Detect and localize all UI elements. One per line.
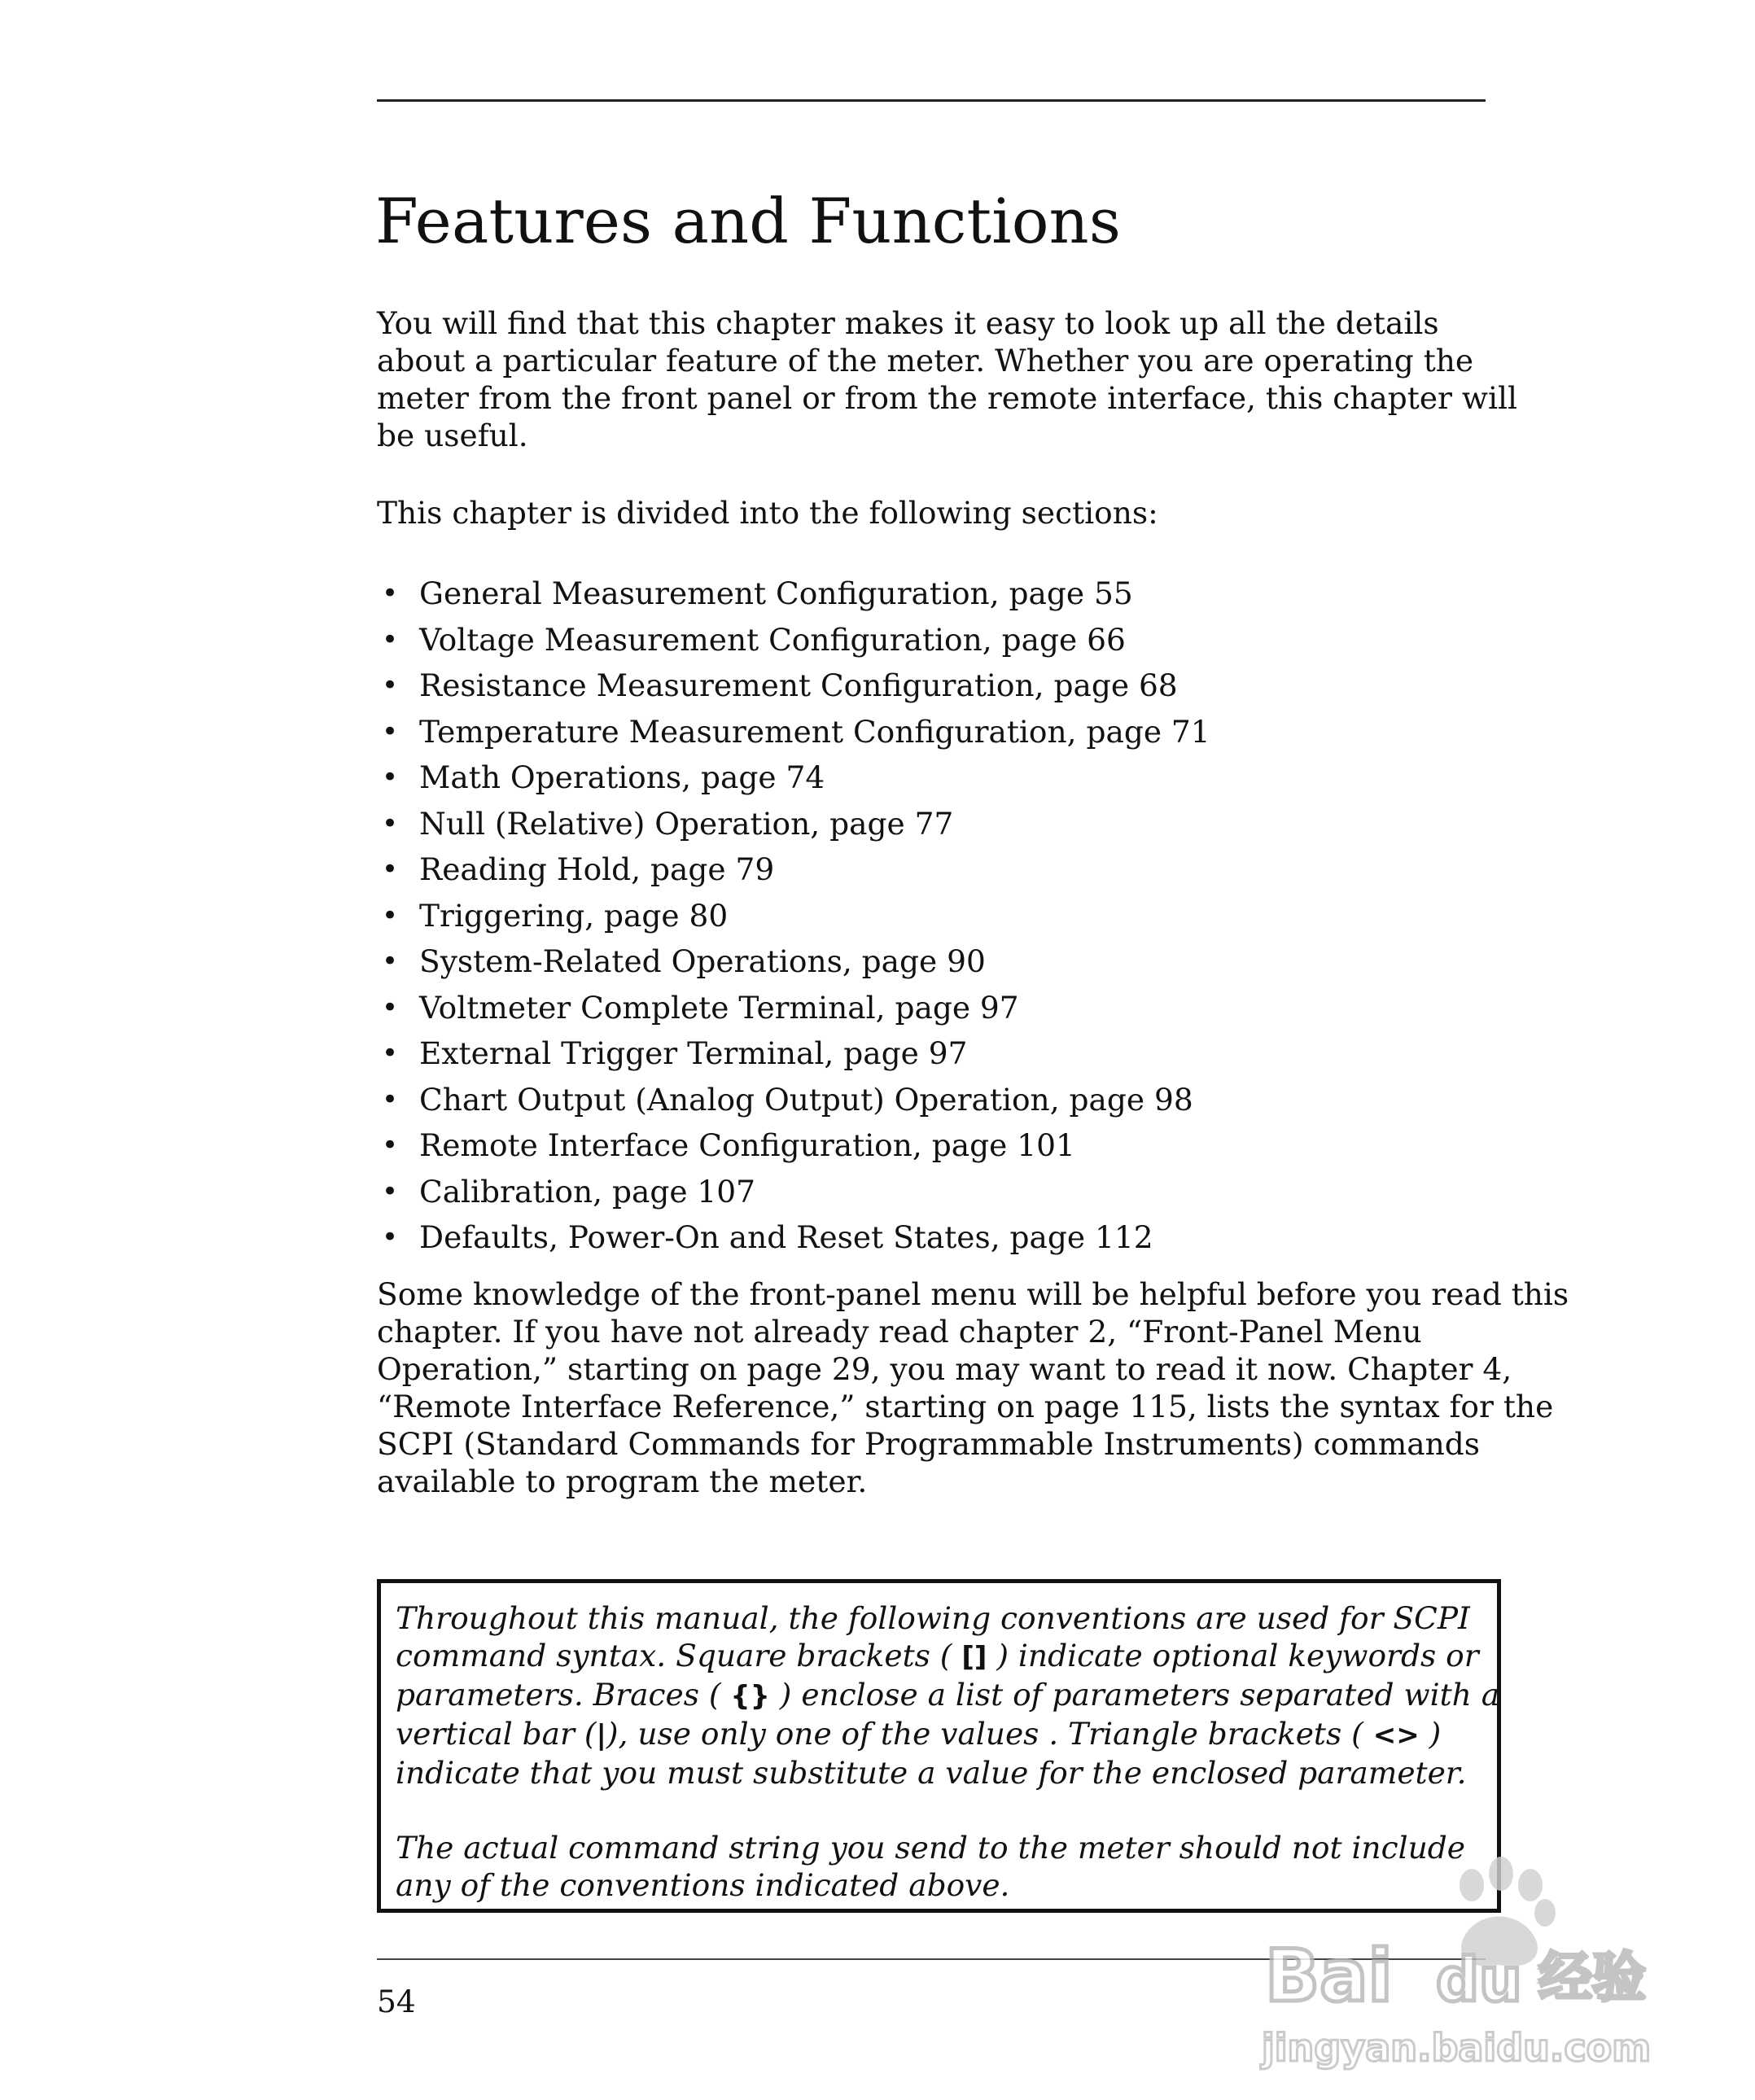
note-text: vertical bar (	[396, 1716, 597, 1752]
section-entry: Calibration, page 107	[419, 1173, 756, 1210]
section-entry: Null (Relative) Operation, page 77	[419, 805, 954, 842]
note-text: parameters. Braces (	[396, 1677, 731, 1713]
triangle-brackets-symbol: <>	[1372, 1719, 1420, 1752]
list-item	[377, 571, 1492, 617]
section-entry: Resistance Measurement Configuration, page 68	[419, 667, 1178, 703]
note-paragraph	[396, 1599, 1500, 1792]
knowledge-paragraph	[377, 1275, 1569, 1500]
bullet-icon: •	[382, 899, 399, 932]
list-item	[377, 1122, 1492, 1169]
braces-symbol: {}	[730, 1680, 770, 1713]
watermark-url: jingyan.baidu.com	[1262, 2026, 1652, 2070]
watermark-brand-left: Bai	[1265, 1934, 1393, 2018]
section-entry: Triggering, page 80	[419, 897, 729, 934]
note-text: )	[1419, 1716, 1442, 1752]
section-entry: Temperature Measurement Configuration, page 71	[419, 713, 1210, 750]
intro-line: You will find that this chapter makes it easy to look up all the details	[377, 305, 1439, 341]
bullet-icon: •	[382, 1129, 399, 1162]
section-entry: System-Related Operations, page 90	[419, 943, 986, 979]
note-text: The actual command string you send to the meter should not include	[396, 1830, 1465, 1866]
section-entry: Reading Hold, page 79	[419, 851, 775, 887]
knowledge-line: SCPI (Standard Commands for Programmable Instruments) commands	[377, 1426, 1481, 1462]
section-entry: Defaults, Power-On and Reset States, page 112	[419, 1219, 1153, 1255]
note-text: command syntax. Square brackets (	[396, 1638, 962, 1673]
bullet-icon: •	[382, 1175, 399, 1208]
watermark-brand-right: du	[1436, 1945, 1522, 2015]
list-item	[377, 985, 1492, 1031]
knowledge-line: Some knowledge of the front-panel menu will be helpful before you read this	[377, 1276, 1569, 1312]
intro-line: meter from the front panel or from the remote interface, this chapter will	[377, 380, 1517, 416]
bullet-icon: •	[382, 761, 399, 794]
section-entry: Voltage Measurement Configuration, page 66	[419, 621, 1126, 658]
knowledge-line: Operation,” starting on page 29, you may want to read it now. Chapter 4,	[377, 1351, 1512, 1387]
note-text: Throughout this manual, the following conventions are used for SCPI	[396, 1600, 1470, 1636]
section-entry: General Measurement Configuration, page 55	[419, 575, 1133, 611]
intro-line: be useful.	[377, 418, 528, 453]
bullet-icon: •	[382, 1083, 399, 1116]
list-item	[377, 1214, 1492, 1261]
knowledge-line: available to program the meter.	[377, 1463, 868, 1499]
list-item	[377, 663, 1492, 709]
bullet-icon: •	[382, 715, 399, 748]
section-entry: Math Operations, page 74	[419, 759, 825, 795]
vertical-bar-symbol: |	[596, 1719, 606, 1752]
bullet-icon: •	[382, 853, 399, 886]
watermark-brand-cn: 经验	[1538, 1946, 1646, 2009]
section-list	[377, 571, 1492, 1261]
bullet-icon: •	[382, 991, 399, 1024]
baidu-watermark	[1252, 1846, 1675, 2087]
list-item	[377, 801, 1492, 847]
list-item	[377, 938, 1492, 985]
knowledge-line: “Remote Interface Reference,” starting on page 115, lists the syntax for the	[377, 1389, 1554, 1424]
list-item	[377, 1169, 1492, 1215]
list-item	[377, 1030, 1492, 1077]
section-entry: Chart Output (Analog Output) Operation, page 98	[419, 1081, 1193, 1118]
bullet-icon: •	[382, 623, 399, 656]
intro-paragraph	[377, 304, 1517, 454]
page-number: 54	[377, 1984, 416, 2019]
list-item	[377, 893, 1492, 939]
intro-line: about a particular feature of the meter. Whether you are operating the	[377, 343, 1474, 378]
bullet-icon: •	[382, 807, 399, 840]
note-text: ) indicate optional keywords or	[987, 1638, 1479, 1673]
note-text: ), use only one of the values . Triangle brackets (	[606, 1716, 1373, 1752]
list-item	[377, 709, 1492, 755]
bullet-icon: •	[382, 1037, 399, 1070]
section-entry: Voltmeter Complete Terminal, page 97	[419, 989, 1019, 1026]
list-item	[377, 847, 1492, 893]
note-text: any of the conventions indicated above.	[396, 1867, 1010, 1903]
list-item	[377, 617, 1492, 663]
bullet-icon: •	[382, 669, 399, 702]
note-text: indicate that you must substitute a value for the enclosed parameter.	[396, 1755, 1467, 1791]
bullet-icon: •	[382, 577, 399, 610]
bullet-icon: •	[382, 945, 399, 978]
bullet-icon: •	[382, 1221, 399, 1253]
knowledge-line: chapter. If you have not already read chapter 2, “Front-Panel Menu	[377, 1314, 1422, 1350]
sections-intro: This chapter is divided into the following sections:	[377, 495, 1158, 531]
top-rule	[377, 99, 1486, 102]
note-text: ) enclose a list of parameters separated with a	[769, 1677, 1500, 1713]
square-brackets-symbol: []	[961, 1641, 987, 1673]
section-entry: External Trigger Terminal, page 97	[419, 1035, 968, 1071]
page-title: Features and Functions	[375, 185, 1122, 257]
list-item	[377, 755, 1492, 801]
section-entry: Remote Interface Configuration, page 101	[419, 1127, 1075, 1163]
list-item	[377, 1077, 1492, 1123]
